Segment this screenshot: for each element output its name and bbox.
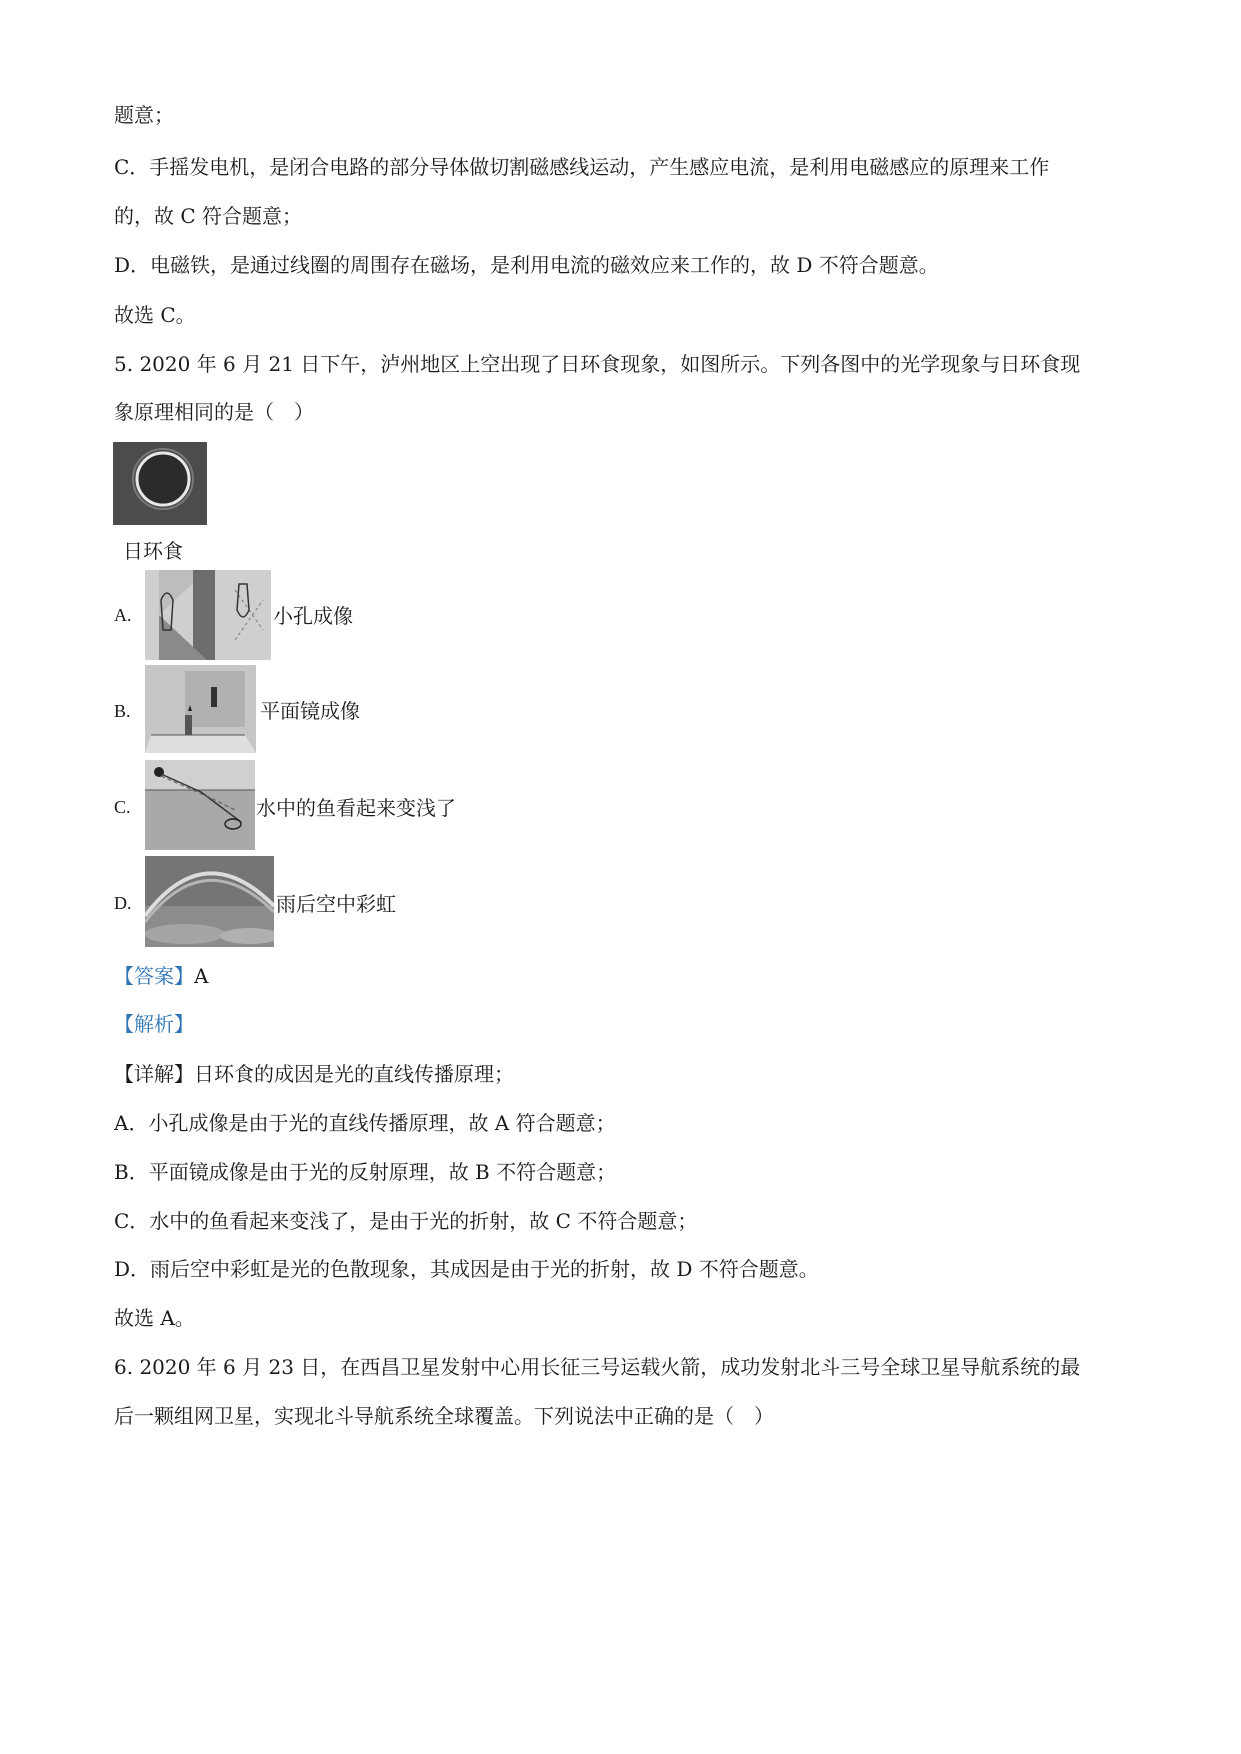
question-5-line2: 象原理相同的是（ ）	[114, 400, 314, 424]
option-c-text: 水中的鱼看起来变浅了	[256, 796, 456, 820]
answer-line	[114, 963, 208, 989]
option-b-label: B.	[114, 701, 131, 721]
rainbow-image	[145, 856, 274, 947]
text-line: D．电磁铁，是通过线圈的周围存在磁场，是利用电流的磁效应来工作的，故 D 不符合题意。	[114, 253, 939, 277]
option-a-text: 小孔成像	[273, 604, 353, 628]
question-6-line2: 后一颗组网卫星，实现北斗导航系统全球覆盖。下列说法中正确的是（ ）	[114, 1404, 774, 1428]
eclipse-image	[113, 442, 207, 525]
analysis-tag: 【解析】	[114, 1012, 194, 1036]
text-line: 的，故 C 符合题意；	[114, 204, 303, 228]
detail-line: D．雨后空中彩虹是光的色散现象，其成因是由于光的折射，故 D 不符合题意。	[114, 1257, 819, 1281]
question-5-line1: 5. 2020 年 6 月 21 日下午，泸州地区上空出现了日环食现象，如图所示。下列各图中的光学现象与日环食现	[114, 352, 1081, 376]
question-6-line1: 6. 2020 年 6 月 23 日，在西昌卫星发射中心用长征三号运载火箭，成功发射北斗三号全球卫星导航系统的最	[114, 1355, 1081, 1379]
fish-image	[145, 760, 255, 850]
eclipse-caption: 日环食	[123, 539, 183, 563]
option-a-label: A.	[114, 605, 132, 625]
option-d-text: 雨后空中彩虹	[276, 892, 396, 916]
answer-tag: 【答案】	[114, 964, 194, 988]
text-line: 题意；	[114, 103, 174, 127]
detail-line: 【详解】日环食的成因是光的直线传播原理；	[114, 1062, 514, 1086]
mirror-image	[145, 665, 256, 753]
detail-line: B．平面镜成像是由于光的反射原理，故 B 不符合题意；	[114, 1160, 617, 1184]
text-line: 故选 C。	[114, 303, 196, 327]
detail-line: A．小孔成像是由于光的直线传播原理，故 A 符合题意；	[114, 1111, 616, 1135]
option-d-label: D.	[114, 893, 132, 913]
detail-line: C．水中的鱼看起来变浅了，是由于光的折射，故 C 不符合题意；	[114, 1209, 698, 1233]
detail-line: 故选 A。	[114, 1306, 195, 1330]
pinhole-image	[145, 570, 271, 660]
option-c-label: C.	[114, 797, 131, 817]
answer-value: A	[194, 964, 209, 988]
option-b-text: 平面镜成像	[260, 699, 360, 723]
text-line: C．手摇发电机，是闭合电路的部分导体做切割磁感线运动，产生感应电流，是利用电磁感应的原理来工作	[114, 155, 1050, 179]
